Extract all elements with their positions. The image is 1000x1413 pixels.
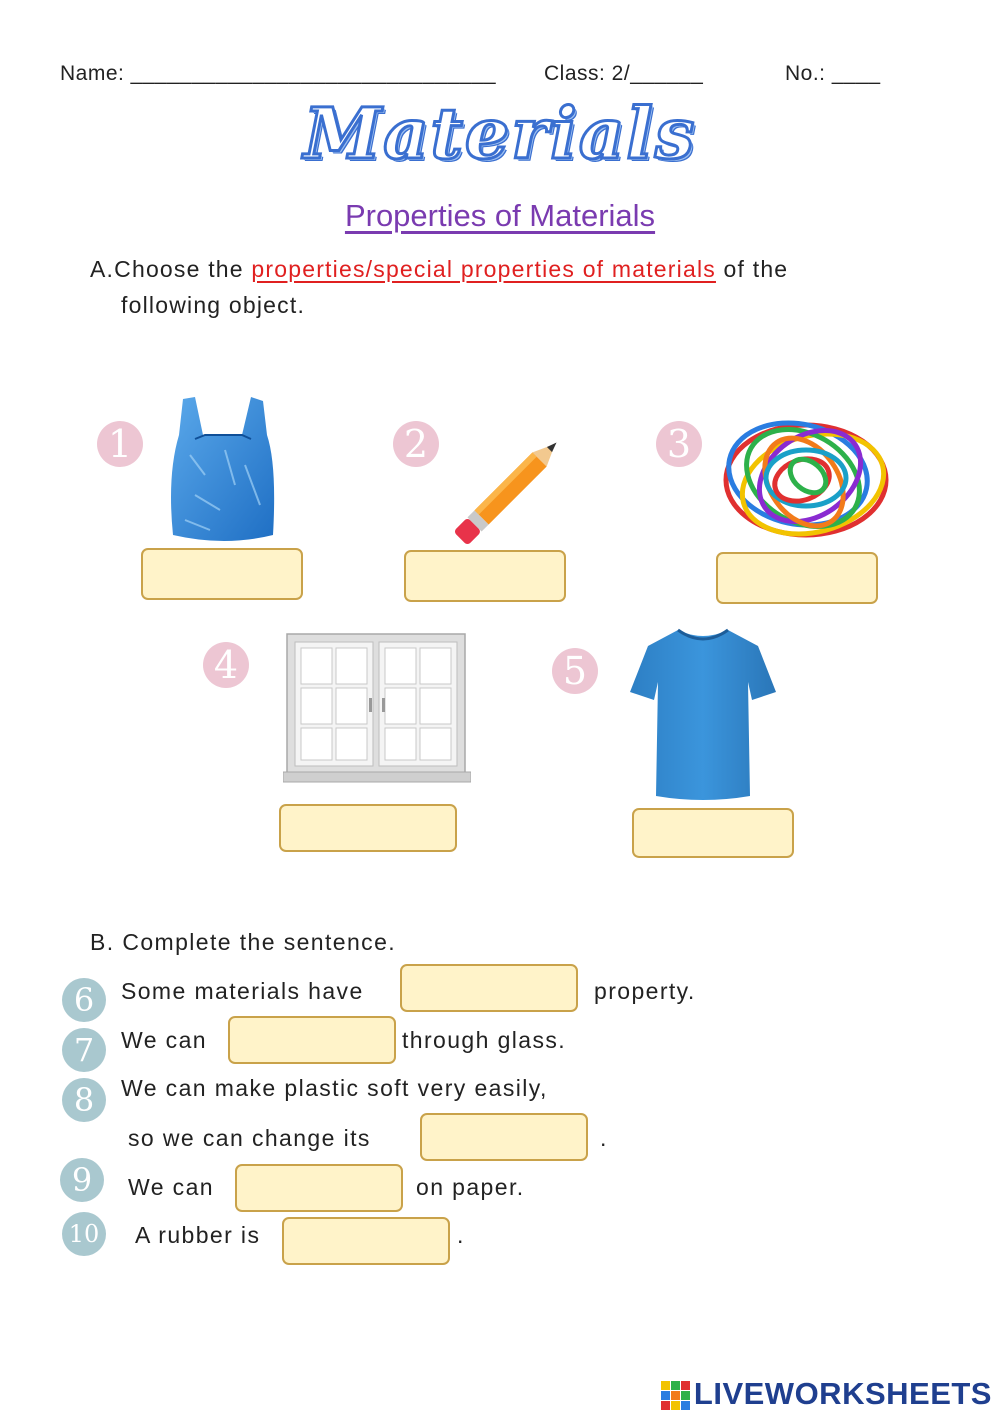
- answer-box-6[interactable]: [400, 964, 578, 1012]
- name-label: Name: ______________________________: [60, 62, 497, 85]
- pencil-icon: [447, 425, 577, 550]
- answer-box-4[interactable]: [279, 804, 457, 852]
- sentence-8-line1: We can make plastic soft very easily,: [121, 1075, 548, 1101]
- worksheet-subtitle: Properties of Materials: [344, 198, 656, 233]
- sentence-6-before: Some materials have: [121, 978, 364, 1004]
- question-number-badge: 6: [62, 978, 106, 1022]
- item-number-badge: 5: [552, 648, 598, 694]
- answer-box-3[interactable]: [716, 552, 878, 604]
- instruction-highlight: properties/special properties of materials: [251, 256, 716, 282]
- sentence-9-before: We can: [128, 1174, 214, 1200]
- instruction-text-after: of the: [715, 256, 789, 282]
- section-a-instruction-line2: following object.: [121, 292, 306, 318]
- instruction-text: Choose the: [114, 256, 252, 282]
- sentence-9-after: on paper.: [416, 1174, 525, 1200]
- item-number-badge: 2: [393, 421, 439, 467]
- sentence-8-before: so we can change its: [128, 1125, 371, 1151]
- section-a-instruction: [90, 256, 788, 283]
- answer-box-7[interactable]: [228, 1016, 396, 1064]
- sentence-6-after: property.: [594, 978, 696, 1004]
- question-number-badge: 7: [62, 1028, 106, 1072]
- sentence-10-before: A rubber is: [135, 1222, 261, 1248]
- brand-text: LIVEWORKSHEETS: [693, 1376, 992, 1411]
- plastic-bag-icon: [165, 395, 280, 545]
- question-number-badge: 9: [60, 1158, 104, 1202]
- item-number-badge: 1: [97, 421, 143, 467]
- sentence-7-before: We can: [121, 1027, 207, 1053]
- answer-box-10[interactable]: [282, 1217, 450, 1265]
- answer-box-5[interactable]: [632, 808, 794, 858]
- rubber-bands-icon: [718, 412, 893, 547]
- worksheet-title: Materials: [303, 92, 697, 175]
- sentence-8-after: .: [600, 1125, 608, 1151]
- answer-box-1[interactable]: [141, 548, 303, 600]
- answer-box-8[interactable]: [420, 1113, 588, 1161]
- item-number-badge: 3: [656, 421, 702, 467]
- item-number-badge: 4: [203, 642, 249, 688]
- number-label: No.: ____: [785, 62, 881, 85]
- liveworksheets-brand: [661, 1376, 992, 1412]
- liveworksheets-logo-icon: [661, 1381, 690, 1410]
- sentence-7-after: through glass.: [402, 1027, 567, 1053]
- sentence-10-after: .: [457, 1222, 465, 1248]
- answer-box-9[interactable]: [235, 1164, 403, 1212]
- answer-box-2[interactable]: [404, 550, 566, 602]
- window-icon: [283, 632, 471, 784]
- section-a-letter: A.: [90, 256, 115, 282]
- class-label: Class: 2/______: [544, 62, 704, 85]
- question-number-badge: 10: [62, 1212, 106, 1256]
- section-b-heading: B. Complete the sentence.: [90, 929, 397, 955]
- question-number-badge: 8: [62, 1078, 106, 1122]
- t-shirt-icon: [628, 626, 778, 804]
